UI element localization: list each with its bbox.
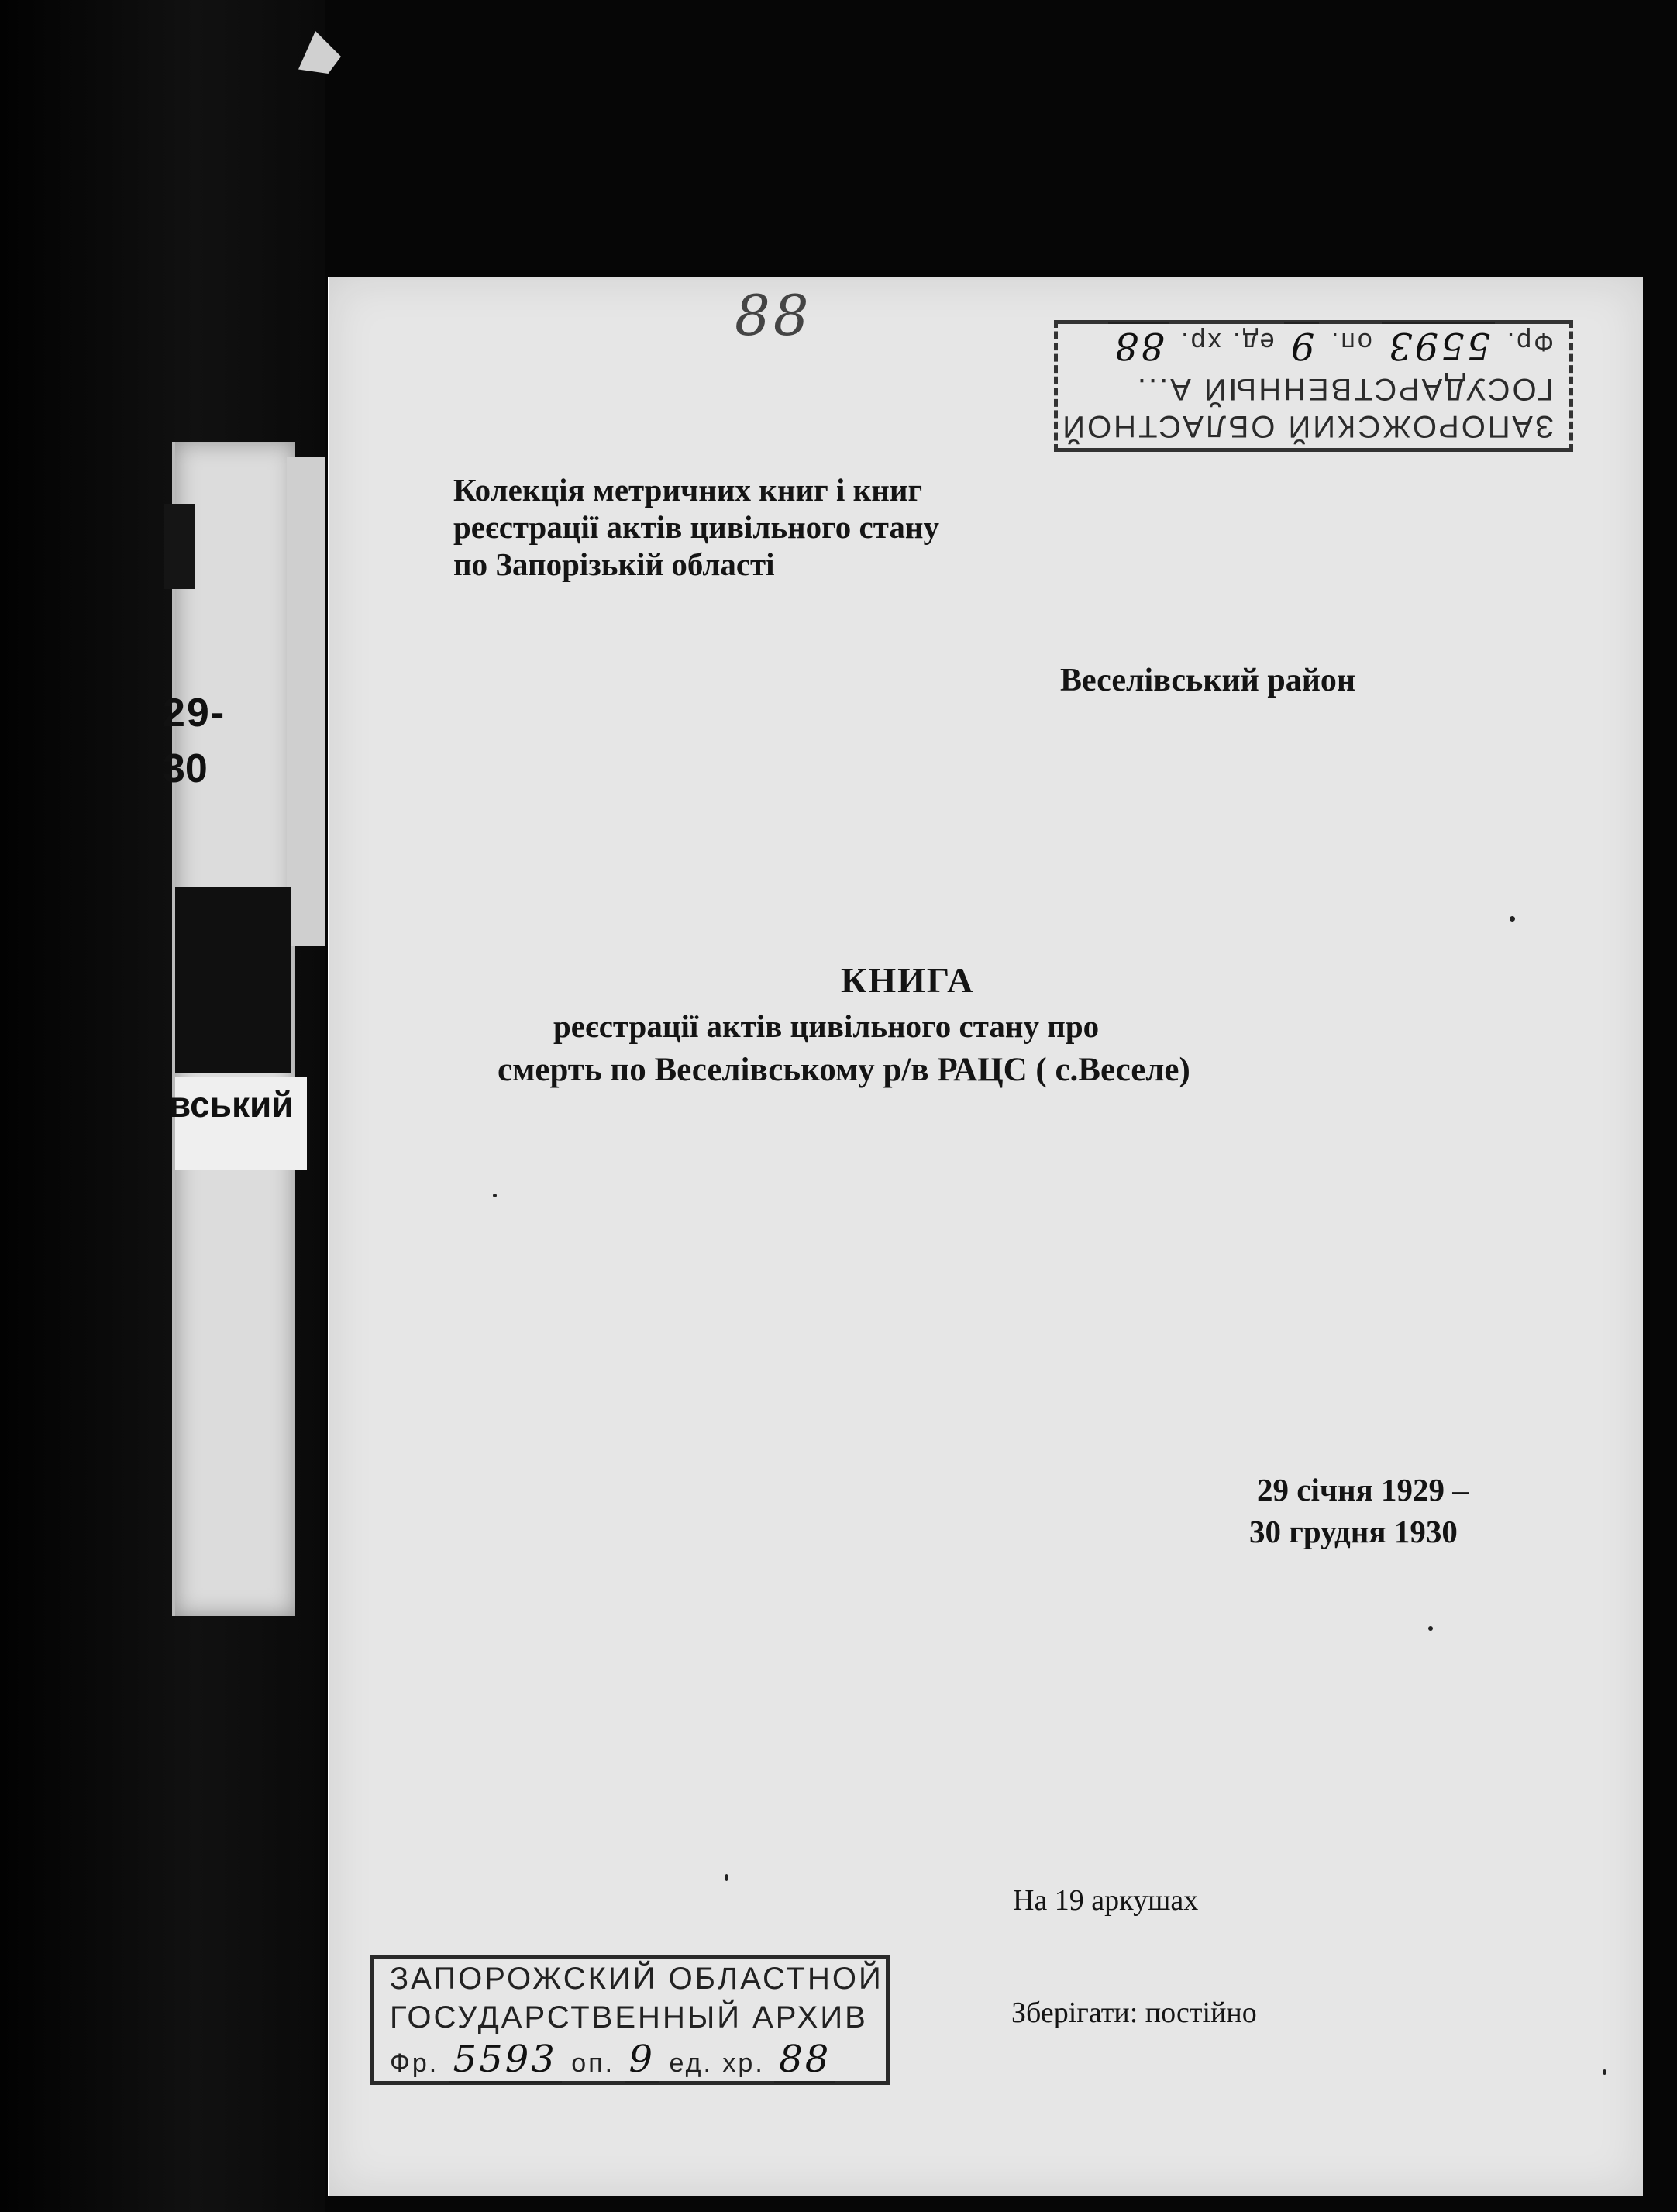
stamp-bottom-unit-label: ед. хр.: [669, 2048, 765, 2078]
collection-header-line1: Колекція метричних книг і книг: [453, 472, 923, 508]
handwritten-folio-number: 88: [735, 283, 812, 348]
district-name: Веселівський район: [1060, 663, 1356, 698]
spine-mark: [164, 504, 195, 589]
stamp-bottom-fond: 5593: [449, 2038, 562, 2083]
stamp-top-opis-label: оп.: [1328, 327, 1372, 357]
spine-label-years-start: 29-: [163, 691, 226, 736]
archive-stamp: [370, 1955, 890, 2085]
spine-label-dark-block: [175, 887, 291, 1073]
stamp-bottom-fond-label: Фр.: [390, 2048, 439, 2078]
stamp-top-reference: [1108, 324, 1554, 367]
stamp-top-unit-label: ед. хр.: [1179, 327, 1275, 357]
book-subtitle-line1: реєстрації актів цивільного стану про: [553, 1008, 1100, 1044]
stamp-bottom-reference: [390, 2038, 835, 2081]
spine-label-years-end: 30: [163, 746, 208, 791]
archive-stamp-upside-down: [1054, 320, 1573, 452]
stamp-top-line1: ЗАПОРОЖСКИЙ ОБЛАСТНОЙ: [1060, 409, 1554, 443]
collection-header: [453, 471, 939, 583]
stamp-top-line2: ГОСУДАРСТВЕННЫЙ А...: [1135, 372, 1554, 406]
stamp-bottom-opis-label: оп.: [571, 2048, 615, 2078]
paper-speck: [493, 1194, 497, 1197]
stamp-bottom-line1: ЗАПОРОЖСКИЙ ОБЛАСТНОЙ: [390, 1962, 883, 1996]
paper-speck: [1428, 1626, 1433, 1631]
storage-period: Зберігати: постійно: [1011, 1997, 1257, 2029]
book-subtitle-line2: смерть по Веселівському р/в РАЦС ( с.Веселе): [498, 1052, 1190, 1088]
spine-label-edge: [287, 457, 325, 946]
sheet-count: На 19 аркушах: [1013, 1884, 1199, 1917]
collection-header-line2: реєстрації актів цивільного стану: [453, 509, 939, 545]
stamp-bottom-line2: ГОСУДАРСТВЕННЫЙ АРХИВ: [390, 2000, 868, 2035]
book-title: КНИГА: [841, 960, 975, 1000]
collection-header-line3: по Запорізькій області: [453, 546, 775, 582]
stamp-top-opis: 9: [1284, 322, 1320, 367]
stamp-bottom-unit: 88: [774, 2038, 835, 2083]
stamp-top-fond: 5593: [1382, 322, 1495, 367]
stamp-bottom-opis: 9: [625, 2038, 660, 2083]
paper-speck: [725, 1874, 728, 1881]
stamp-top-unit: 88: [1108, 322, 1169, 367]
paper-speck: [1510, 916, 1515, 922]
stamp-top-fond-label: Фр.: [1504, 327, 1554, 357]
date-range-start: 29 січня 1929 –: [1257, 1472, 1469, 1507]
spine-label-district: вський: [169, 1084, 294, 1125]
date-range-end: 30 грудня 1930: [1249, 1514, 1458, 1549]
paper-speck: [1603, 2069, 1606, 2075]
